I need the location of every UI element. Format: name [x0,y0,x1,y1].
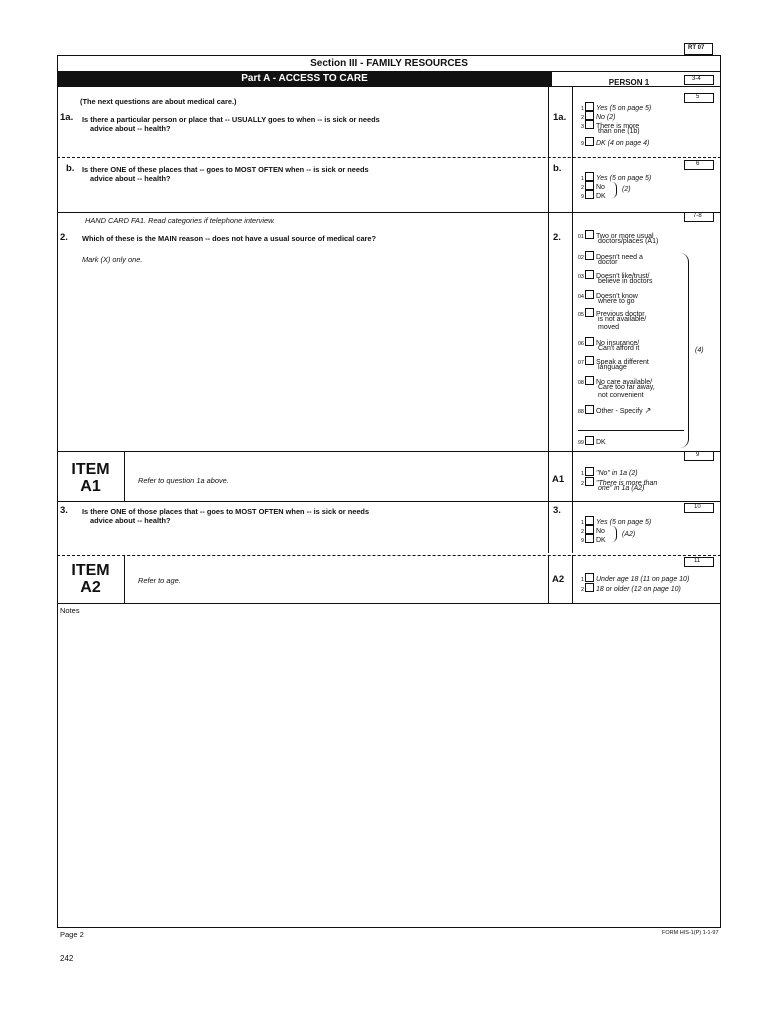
q1b-item-box [684,160,714,170]
q1b-right-label: b. [553,163,562,174]
q1a-text-line2: advice about -- health? [90,124,171,133]
q3-number: 3. [60,505,68,516]
checkbox[interactable] [585,376,594,385]
q2-option-88[interactable]: 88 Other - Specify ↗ [577,406,652,415]
divider [57,212,721,213]
q2-option-03-line2: believe in doctors [598,278,653,285]
section-title: Section III - FAMILY RESOURCES [310,58,468,69]
checkbox[interactable] [585,583,594,592]
checkbox[interactable] [585,111,594,120]
q3-skip: (A2) [622,531,636,538]
item-border [124,555,125,603]
q3-text-line2: advice about -- health? [90,516,171,525]
checkbox[interactable] [585,190,594,199]
answer-column-divider [548,501,549,553]
checkbox[interactable] [585,516,594,525]
q1b-option-yes[interactable]: 1 Yes (5 on page 5) [577,172,651,183]
checkbox[interactable] [585,534,594,543]
dashed-divider [57,157,721,158]
q2-text: Which of these is the MAIN reason -- does not have a usual source of medical care? [82,234,377,243]
checkbox[interactable] [585,477,594,486]
form-code-bottom: FORM HIS-1(P) 1-1-97 [662,930,719,936]
part-title-bar [57,72,552,86]
item-a2-item-box [684,557,714,567]
answer-column-divider [572,555,573,603]
q2-option-01[interactable]: 01 Two or more usual [577,230,654,241]
checkbox[interactable] [585,308,594,317]
q3-option-no[interactable]: 2 No [577,525,605,536]
q1a-item-number: 5 [696,94,700,100]
brace [680,253,689,448]
checkbox[interactable] [585,270,594,279]
q1a-right-label: 1a. [553,112,567,123]
intro-text: (The next questions are about medical care.) [80,97,237,106]
q2-option-05-line2: is not available/ [598,316,647,323]
q3-text [82,507,542,525]
checkbox[interactable] [585,230,594,239]
q3-item-number: 10 [694,504,701,510]
q2-item-number: 7-8 [693,213,702,219]
q1a-number: 1a. [60,112,74,123]
q3-option-yes[interactable]: 1 Yes (5 on page 5) [577,516,651,527]
notes-label: Notes [60,606,80,615]
form-code-top: RT 07 [688,45,705,51]
q2-option-07-line2: language [598,364,627,371]
item-a1-option-more[interactable]: 2 "There is more than [577,477,657,488]
person-header: PERSON 1 [608,78,650,87]
item-a2-option-18plus[interactable]: 2 18 or older (12 on page 10) [577,583,681,594]
notes-area[interactable] [62,618,716,923]
part-title: Part A - ACCESS TO CARE [241,73,368,84]
checkbox[interactable] [585,181,594,190]
hand-card-instruction: HAND CARD FA1. Read categories if telephone interview. [85,216,276,225]
item-a2-label: ITEM A2 [71,562,110,596]
q2-option-03[interactable]: 03 Doesn't like/trust/ [577,270,649,281]
q1a-text [82,115,542,133]
q3-text-line1: Is there ONE of those places that -- goes to MOST OFTEN when -- is sick or needs [82,507,370,516]
q1a-option-dk[interactable]: 9 DK (4 on page 4) [577,137,649,148]
page-label: Page 2 [60,930,84,939]
q2-option-08[interactable]: 08 No care available/ [577,376,652,387]
q1b-text-line2: advice about -- health? [90,174,171,183]
q1a-item-box [684,93,714,103]
brace [612,526,617,542]
divider [57,451,721,452]
q1b-item-number: 6 [696,161,700,167]
q2-option-05[interactable]: 05 Previous doctor [577,308,645,319]
q2-item-box [684,212,714,222]
checkbox[interactable] [585,525,594,534]
item-a1-right-label: A1 [552,474,565,485]
q2-option-99[interactable]: 99 DK [577,436,606,447]
checkbox[interactable] [585,337,594,346]
q2-instruction: Mark (X) only one. [82,255,143,264]
q2-option-08-line2: Care too far away, [598,384,655,391]
q3-item-box [684,503,714,513]
q2-option-02[interactable]: 02 Doesn't need a [577,251,643,262]
q1b-skip: (2) [622,186,631,193]
q1a-option-no[interactable]: 2 No (2) [577,111,615,122]
q1b-option-no[interactable]: 2 No [577,181,605,192]
answer-column-divider [572,451,573,501]
q2-number: 2. [60,232,68,243]
q1b-option-dk[interactable]: 9 DK [577,190,606,201]
q2-option-01-line2: doctors/places (A1) [598,238,659,245]
answer-column-divider [572,501,573,553]
item-a1-option-more-line2: one" in 1a (A2) [598,485,645,492]
item-a2-instruction: Refer to age. [138,576,181,585]
divider [57,86,721,87]
page-number: 242 [60,954,74,963]
item-a2-right-label: A2 [552,574,565,585]
specify-line[interactable] [578,430,684,431]
header-item-box [684,75,714,85]
item-a1-item-box [684,451,714,461]
brace [612,182,617,198]
checkbox[interactable] [585,290,594,299]
divider [57,501,721,502]
item-a1-option-no[interactable]: 1 "No" in 1a (2) [577,467,638,478]
q3-option-dk[interactable]: 9 DK [577,534,606,545]
checkbox[interactable] [585,251,594,260]
dashed-divider [57,555,721,556]
item-border [124,451,125,501]
header-item-number: 3-4 [692,76,701,82]
q2-option-08-line3: not convenient [598,392,644,399]
checkbox[interactable] [585,172,594,181]
q1a-option-yes[interactable]: 1 Yes (5 on page 5) [577,102,651,113]
divider [57,603,721,604]
answer-column-divider [548,451,549,501]
checkbox[interactable] [585,467,594,476]
q2-option-07[interactable]: 07 Speak a different [577,356,649,367]
answer-column-divider [572,86,573,451]
q2-option-04[interactable]: 04 Doesn't know [577,290,638,301]
q1b-text-line1: Is there ONE of these places that -- goes to MOST OFTEN when -- is sick or needs [82,165,369,174]
q1a-option-more[interactable]: 3 There is more [577,120,639,131]
checkbox[interactable] [585,120,594,129]
q1b-number: b. [66,163,75,174]
answer-column-divider [548,555,549,603]
q2-option-06-line2: Can't afford it [598,345,640,352]
q2-skip: (4) [695,347,704,354]
item-a2-option-under18[interactable]: 1 Under age 18 (11 on page 10) [577,573,689,584]
item-a2-item-number: 11 [694,558,701,564]
q1a-text-line1: Is there a particular person or place that -- USUALLY goes to when -- is sick or needs [82,115,380,124]
checkbox[interactable] [585,356,594,365]
q2-option-05-line3: moved [598,324,620,331]
answer-column-divider [548,86,549,451]
checkbox[interactable] [585,436,594,445]
q2-option-06[interactable]: 06 No insurance/ [577,337,639,348]
item-a1-label: ITEM A1 [71,461,110,495]
q1a-option-more-line2: than one (1b) [598,128,640,135]
q2-option-04-line2: where to go [598,298,635,305]
q2-right-label: 2. [553,232,561,243]
item-a1-item-number: 9 [696,452,700,458]
q2-option-02-line2: doctor [598,259,618,266]
item-a1-instruction: Refer to question 1a above. [138,476,229,485]
checkbox[interactable] [585,102,594,111]
checkbox[interactable] [585,405,594,414]
checkbox[interactable] [585,573,594,582]
checkbox[interactable] [585,137,594,146]
q3-right-label: 3. [553,505,561,516]
form-code-box [684,43,713,55]
q1b-text [82,165,542,183]
